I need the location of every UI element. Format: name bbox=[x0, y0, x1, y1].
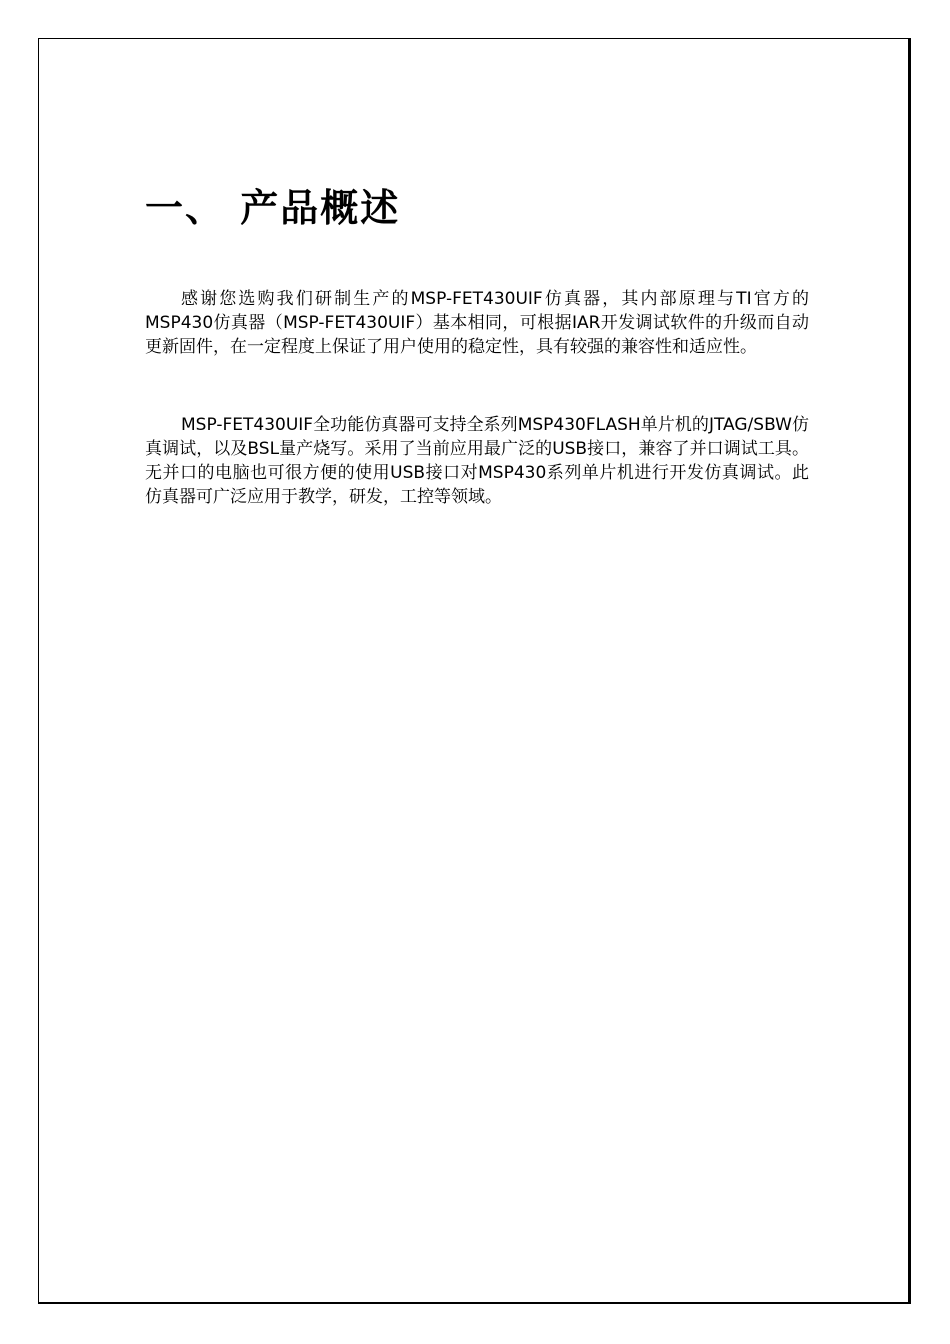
intro-paragraph: 感谢您选购我们研制生产的MSP-FET430UIF仿真器，其内部原理与TI官方的MSP430仿真器（MSP-FET430UIF）基本相同，可根据IAR开发调试软件的升级而自动更新固件，在一定程度上保证了用户使用的稳定性，具有较强的兼容性和适应性。 bbox=[145, 289, 809, 357]
section-title: 一、 产品概述 bbox=[145, 186, 401, 230]
features-paragraph: MSP-FET430UIF全功能仿真器可支持全系列MSP430FLASH单片机的JTAG/SBW仿真调试，以及BSL量产烧写。采用了当前应用最广泛的USB接口，兼容了并口调试工具。无并口的电脑也可很方便的使用USB接口对MSP430系列单片机进行开发仿真调试。此仿真器可广泛应用于教学，研发，工控等领域。 bbox=[145, 415, 809, 507]
